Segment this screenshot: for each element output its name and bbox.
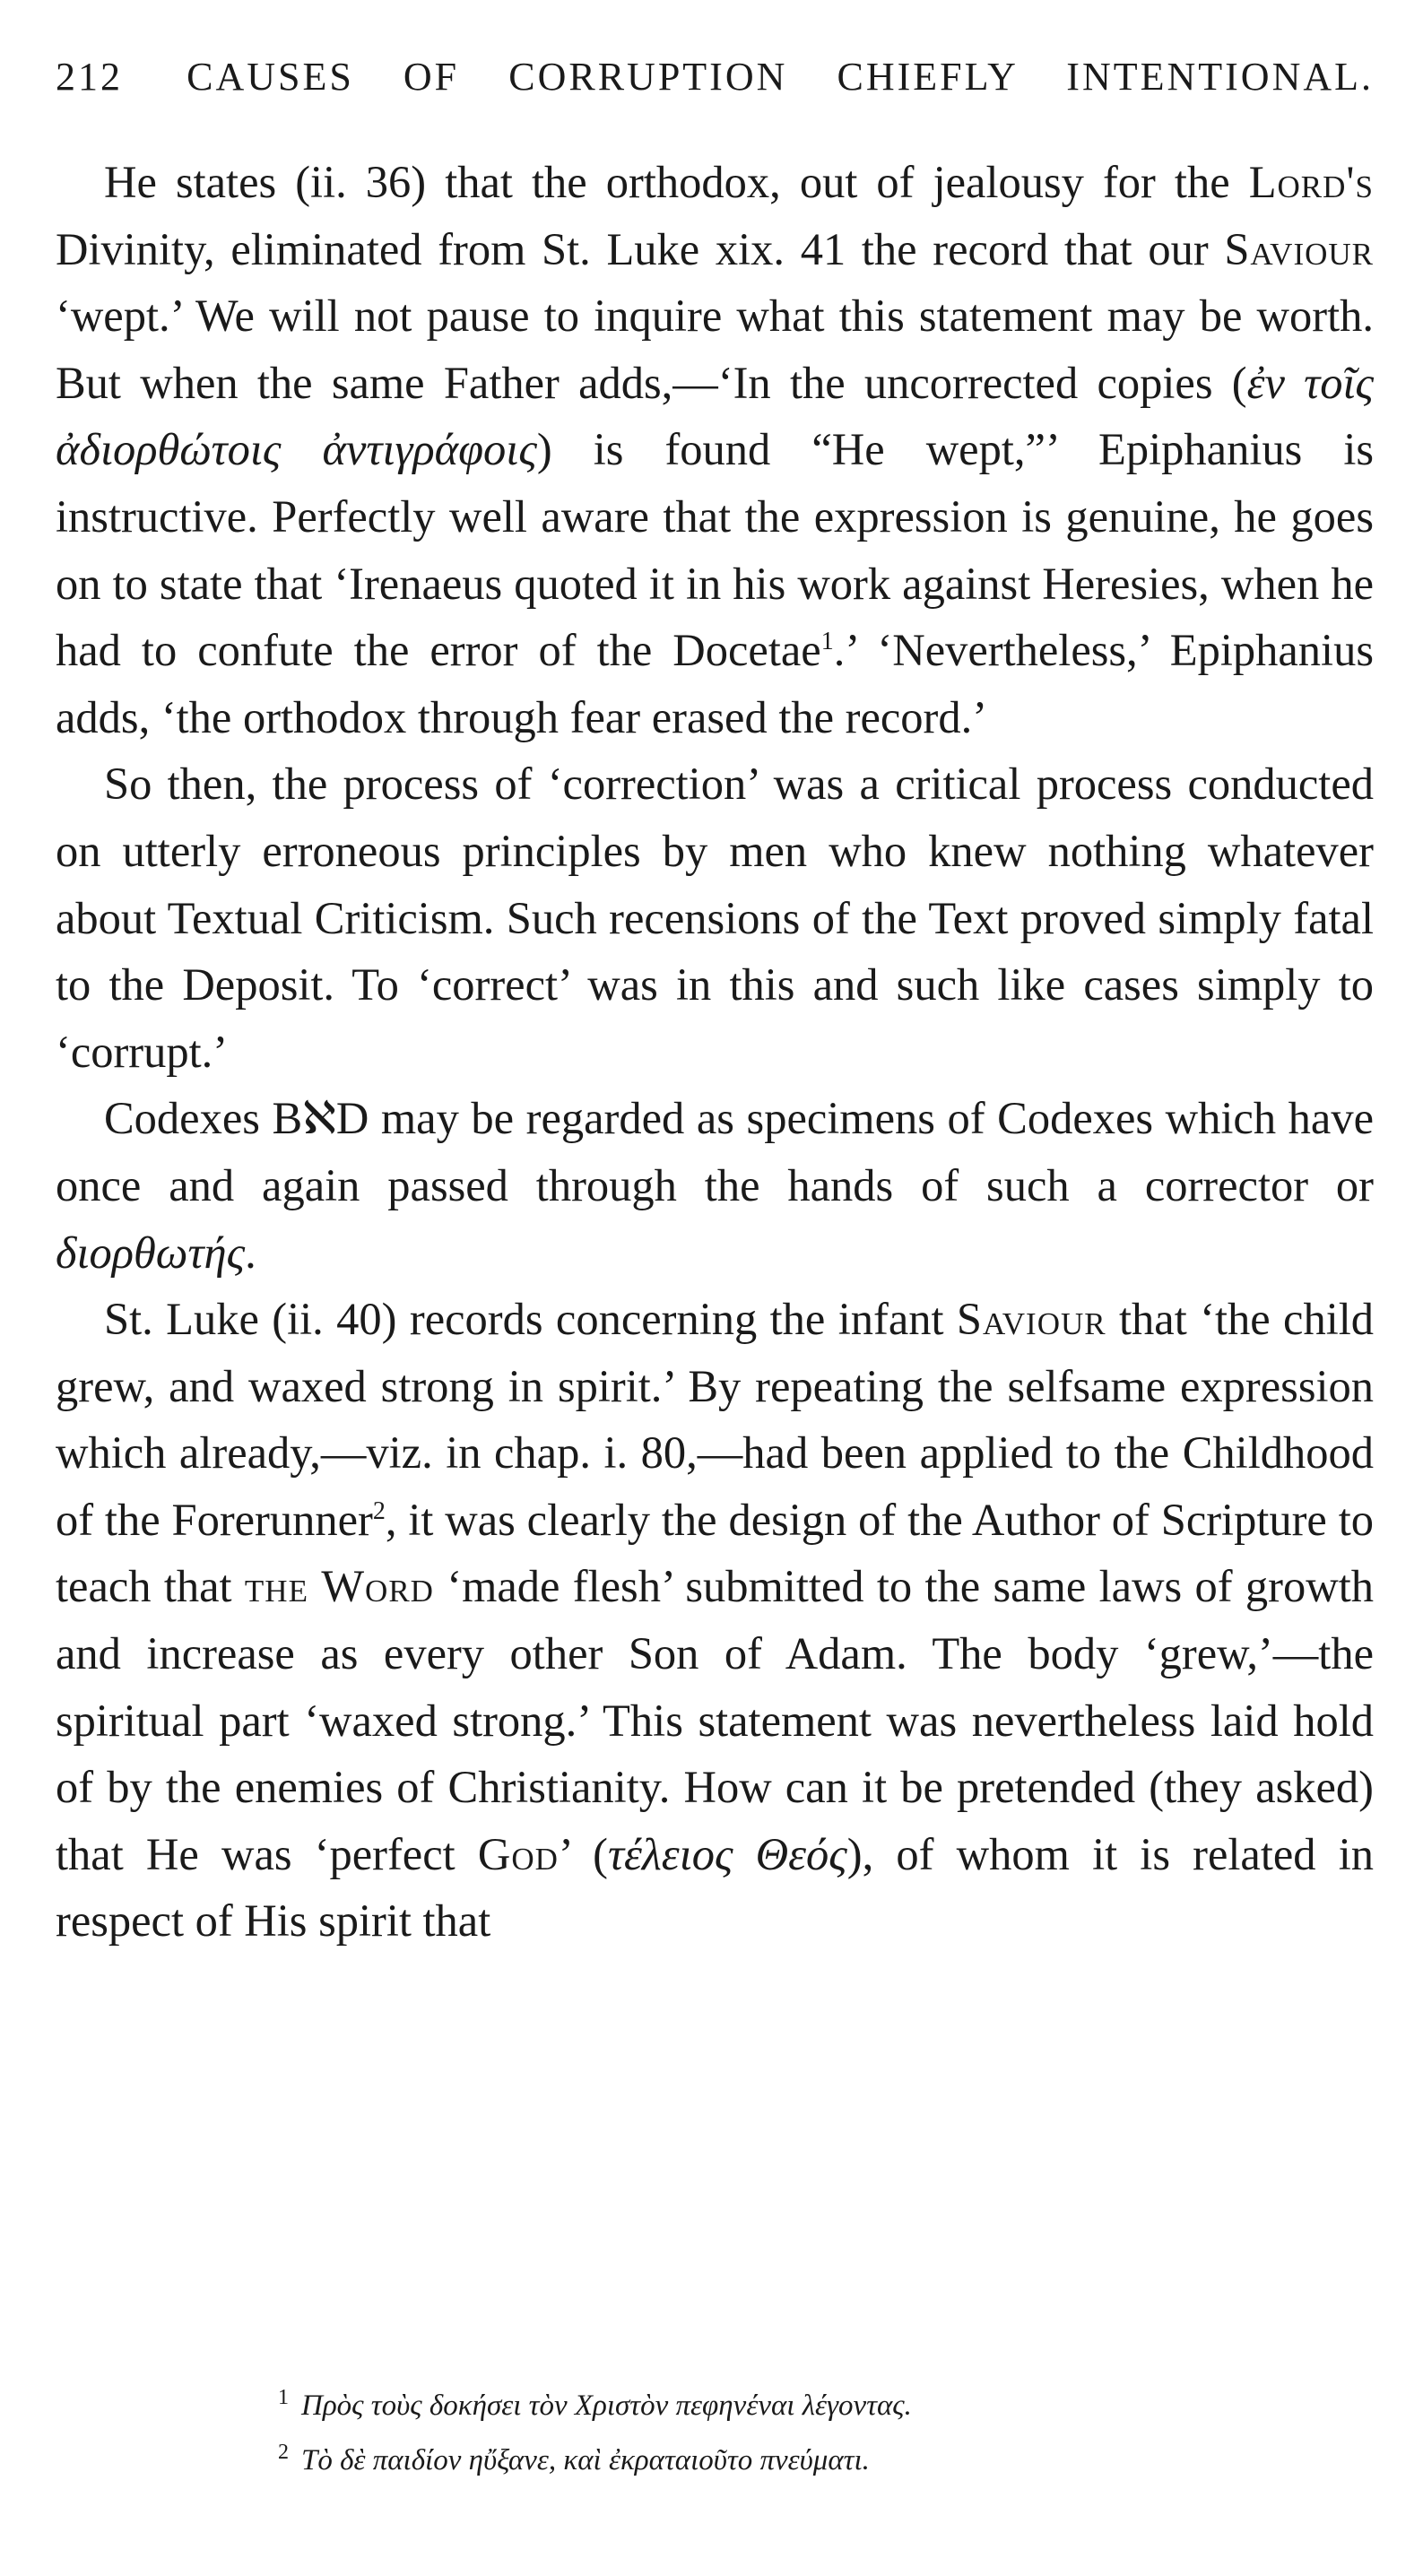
footnote-mark: 1 (278, 2386, 289, 2409)
small-caps-the-word: the Word (244, 1561, 434, 1612)
text-run: Codexes BℵD may be regarded as specimens of Codexes which have once and again passed through the hands of such a corrector or (56, 1093, 1374, 1210)
small-caps-saviour: Saviour (956, 1294, 1106, 1345)
text-run: ’ ( (558, 1828, 608, 1879)
text-run: St. Luke (ii. 40) records concerning the infant (104, 1294, 957, 1345)
paragraph-2: So then, the process of ‘correction’ was a critical process conducted on utterly erroneous principles by men who knew nothing whatever about Textual Criticism. Such recensions of the Text proved simply fatal to the Deposit. To ‘correct’ was in this and such like cases simply to ‘corrupt.’ (56, 759, 1374, 1077)
text-run: ‘wept.’ We will not pause to inquire what this statement may be worth. But when the same Father adds,—‘In the uncorrected copies ( (56, 291, 1374, 408)
text-run: . (245, 1227, 256, 1278)
running-header (56, 52, 1374, 102)
small-caps-god: God (477, 1828, 559, 1879)
paragraph-4 (56, 1286, 1374, 1955)
page-number: 212 (56, 55, 123, 99)
text-run: ) is found “He wept,”’ Epiphanius is instructive. Perfectly well aware that the expression is genuine, he goes on to state that ‘Irenaeus quoted it in his work against Heresies, when he had to confute the error of the Docetae (56, 424, 1375, 676)
small-caps-saviour: Saviour (1224, 223, 1374, 274)
footnote-ref-2[interactable]: 2 (372, 1497, 386, 1526)
text-run: .’ ‘Nevertheless,’ Epiphanius adds, ‘the orthodox through fear erased the record.’ (56, 625, 1374, 742)
text-run: Divinity, eliminated from St. Luke xix. 41 the record that our (56, 223, 1225, 274)
small-caps-lords: Lord's (1248, 157, 1374, 207)
greek-phrase: τέλειος Θεός (607, 1828, 847, 1879)
greek-phrase: ἐν τοῖς ἀδιορθώτοις ἀντιγράφοις (56, 357, 1374, 475)
text-run: that ‘the child grew, and waxed strong in spirit.’ By repeating the selfsame expression which already,—viz. in chap. i. 80,—had been applied to the Childhood of the Forerunner (56, 1294, 1375, 1545)
paragraph-1 (56, 149, 1374, 750)
running-title: CAUSES OF CORRUPTION CHIEFLY INTENTIONAL. (187, 55, 1374, 99)
greek-word: διορθωτής (56, 1227, 246, 1278)
footnote-text: Τὸ δὲ παιδίον ηὔξανε, καὶ ἐκραταιοῦτο πνεύματι. (301, 2444, 870, 2476)
book-page (56, 52, 1374, 1955)
text-run: , it was clearly the design of the Author of Scripture to teach that (56, 1494, 1374, 1612)
footnote-2 (278, 2429, 1354, 2484)
footnotes (278, 2374, 1354, 2484)
text-run: ‘made flesh’ submitted to the same laws of growth and increase as every other Son of Adam. The body ‘grew,’—the spiritual part ‘waxed strong.’ This statement was nevertheless laid hold of by the enemies of Christianity. How can it be pretended (they asked) that He was ‘perfect (56, 1561, 1375, 1879)
body-text (56, 149, 1374, 1955)
footnote-ref-1[interactable]: 1 (820, 628, 834, 656)
text-run: He states (ii. 36) that the orthodox, out of jealousy for the (104, 157, 1249, 207)
footnote-1 (278, 2374, 1354, 2429)
footnote-text: Πρὸς τοὺς δοκήσει τὸν Χριστὸν πεφηνέναι λέγοντας. (301, 2390, 912, 2422)
paragraph-3 (56, 1085, 1374, 1286)
footnote-mark: 2 (278, 2441, 289, 2464)
text-run: ), of whom it is related in respect of His spirit that (56, 1828, 1374, 1947)
